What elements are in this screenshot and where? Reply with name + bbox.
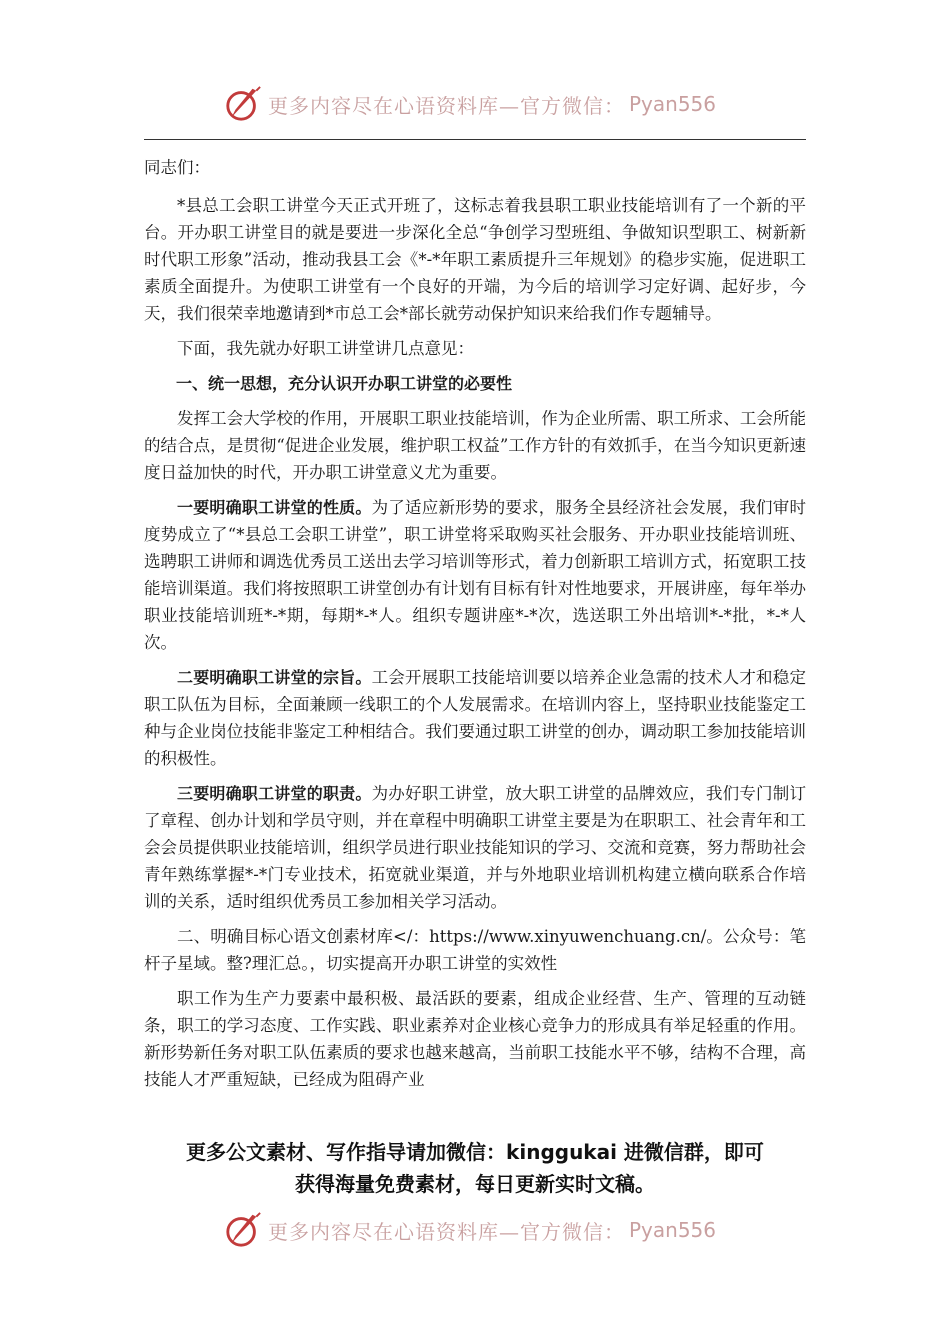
- header-banner-wechat-id: Pyan556: [629, 92, 717, 116]
- point-nature-title: 一要明确职工讲堂的性质。: [177, 498, 372, 517]
- section-heading-1: 一、统一思想，充分认识开办职工讲堂的必要性: [176, 374, 513, 393]
- document-body: [144, 150, 806, 1101]
- wechat-notice: [144, 1136, 806, 1200]
- footer-banner: [224, 1210, 716, 1250]
- point-purpose-text: 工会开展职工技能培训要以培养企业急需的技术人才和稳定职工队伍为目标，全面兼顾一线职工的个人发展需求。在培训内容上，坚持职业技能鉴定工种与企业岗位技能非鉴定工种相结合。我们要通过职工讲堂的创办，调动职工参加技能培训的积极性。: [144, 668, 806, 768]
- point-duty-title: 三要明确职工讲堂的职责。: [177, 784, 372, 803]
- footer-banner-wechat-id: Pyan556: [629, 1218, 717, 1242]
- point-purpose-title: 二要明确职工讲堂的宗旨。: [177, 668, 372, 687]
- footer-banner-text: 更多内容尽在心语资料库—官方微信：: [268, 1219, 625, 1244]
- notice-line-1: 更多公文素材、写作指导请加微信：kinggukai 进微信群，即可: [186, 1140, 764, 1164]
- paragraph-duty: [144, 780, 806, 915]
- paragraph-intro: *县总工会职工讲堂今天正式开班了，这标志着我县职工职业技能培训有了一个新的平台。开办职工讲堂目的就是要进一步深化全总“争创学习型班组、争做知识型职工、树新新时代职工形象”活动，推动我县工会《*-*年职工素质提升三年规划》的稳步实施，促进职工素质全面提升。为使职工讲堂有一个良好的开端，为今后的培训学习定好调、起好步，今天，我们很荣幸地邀请到*市总工会*部长就劳动保护知识来给我们作专题辅导。: [144, 196, 806, 323]
- quill-logo-icon: [224, 1211, 262, 1249]
- paragraph-significance: 发挥工会大学校的作用，开展职工职业技能培训，作为企业所需、职工所求、工会所能的结合点，是贯彻“促进企业发展，维护职工权益”工作方针的有效抓手，在当今知识更新速度日益加快的时代，开办职工讲堂意义尤为重要。: [144, 409, 806, 482]
- header-banner: [224, 84, 716, 124]
- paragraph-opinions-lead: 下面，我先就办好职工讲堂讲几点意见：: [177, 339, 474, 358]
- paragraph-workforce: 职工作为生产力要素中最积极、最活跃的要素，组成企业经营、生产、管理的互动链条，职工的学习态度、工作实践、职业素养对企业核心竞争力的形成具有举足轻重的作用。新形势新任务对职工队伍素质的要求也越来越高，当前职工技能水平不够，结构不合理，高技能人才严重短缺，已经成为阻碍产业: [144, 989, 806, 1089]
- point-nature-text: 为了适应新形势的要求，服务全县经济社会发展，我们审时度势成立了“*县总工会职工讲堂”，职工讲堂将采取购买社会服务、开办职业技能培训班、选聘职工讲师和调选优秀员工送出去学习培训等形式，着力创新职工培训方式，拓宽职工技能培训渠道。我们将按照职工讲堂创办有计划有目标有针对性地要求，开展讲座，每年举办职业技能培训班*-*期，每期*-*人。组织专题讲座*-*次，选送职工外出培训*-*批，*-*人次。: [144, 498, 806, 652]
- paragraph-purpose: [144, 664, 806, 772]
- section-heading-2: 二、明确目标心语文创素材库</：https://www.xinyuwenchuang.cn/。公众号：笔杆子星域。整?理汇总。，切实提高开办职工讲堂的实效性: [144, 927, 806, 973]
- greeting: 同志们：: [144, 158, 210, 177]
- notice-line-2: 获得海量免费素材，每日更新实时文稿。: [295, 1172, 655, 1196]
- point-duty-text: 为办好职工讲堂，放大职工讲堂的品牌效应，我们专门制订了章程、创办计划和学员守则，并在章程中明确职工讲堂主要是为在职职工、社会青年和工会会员提供职业技能培训，组织学员进行职业技能知识的学习、交流和竞赛，努力帮助社会青年熟练掌握*-*门专业技术，拓宽就业渠道，并与外地职业培训机构建立横向联系合作培训的关系，适时组织优秀员工参加相关学习活动。: [144, 784, 806, 911]
- header-banner-text: 更多内容尽在心语资料库—官方微信：: [268, 93, 625, 118]
- paragraph-nature: [144, 494, 806, 656]
- header-divider: [144, 139, 806, 140]
- quill-logo-icon: [224, 85, 262, 123]
